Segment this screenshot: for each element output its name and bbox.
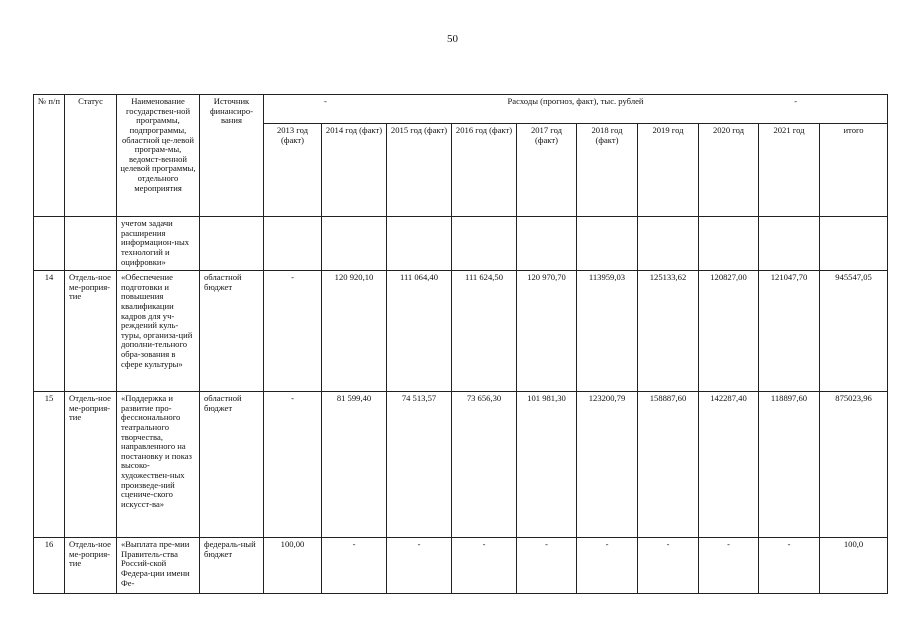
cell-value: 125133,62	[638, 271, 699, 392]
cell-value: 945547,05	[820, 271, 888, 392]
cell-source: областной бюджет	[200, 392, 264, 538]
header-dash-left: -	[324, 96, 327, 106]
cell-value	[577, 217, 638, 271]
header-expenses	[264, 95, 888, 124]
cell-value: -	[387, 538, 452, 594]
header-no: № п/п	[34, 95, 65, 217]
cell-value: 111 064,40	[387, 271, 452, 392]
year-header: 2020 год	[699, 124, 759, 217]
cell-status	[65, 217, 117, 271]
cell-value: -	[699, 538, 759, 594]
cell-value: -	[264, 271, 322, 392]
cell-name: «Обеспечение подготовки и повышения квалификации кадров для уч-реждений куль-туры, организа-ций дополни-тельного обра-зования в сфере культуры»	[117, 271, 200, 392]
cell-status: Отдель-ное ме-роприя-тие	[65, 392, 117, 538]
cell-value	[264, 217, 322, 271]
cell-value: 121047,70	[759, 271, 820, 392]
cell-value: -	[264, 392, 322, 538]
table-row	[34, 392, 888, 538]
cell-value: -	[577, 538, 638, 594]
cell-source: областной бюджет	[200, 271, 264, 392]
cell-value: -	[517, 538, 577, 594]
year-header: итого	[820, 124, 888, 217]
cell-value: 113959,03	[577, 271, 638, 392]
cell-value: 100,00	[264, 538, 322, 594]
cell-value: -	[452, 538, 517, 594]
cell-status: Отдель-ное ме-роприя-тие	[65, 538, 117, 594]
cell-source	[200, 217, 264, 271]
header-name: Наименование государствен-ной программы, подпрограммы, областной це-левой програм-мы, ведомст-венной целевой программы, отдельного мероприятия	[117, 95, 200, 217]
cell-value: 120827,00	[699, 271, 759, 392]
year-header: 2021 год	[759, 124, 820, 217]
cell-value: 120 920,10	[322, 271, 387, 392]
header-row	[34, 95, 888, 124]
header-status: Статус	[65, 95, 117, 217]
cell-value: 123200,79	[577, 392, 638, 538]
cell-value: 100,0	[820, 538, 888, 594]
cell-name: «Поддержка и развитие про-фессионального театрального творчества, направленного на постановку и показ высоко-художествен-ных произведе-ний сцениче-ского искусст-ва»	[117, 392, 200, 538]
cell-value: 142287,40	[699, 392, 759, 538]
header-expenses-title: Расходы (прогноз, факт), тыс. рублей	[507, 96, 644, 106]
cell-value	[322, 217, 387, 271]
year-header: 2017 год (факт)	[517, 124, 577, 217]
header-dash-right: -	[794, 96, 798, 106]
page-number: 50	[447, 33, 458, 45]
expenses-table	[33, 94, 888, 594]
table-row	[34, 538, 888, 594]
cell-value: 73 656,30	[452, 392, 517, 538]
cell-value: -	[322, 538, 387, 594]
cell-value: 120 970,70	[517, 271, 577, 392]
cell-value: 111 624,50	[452, 271, 517, 392]
year-header: 2015 год (факт)	[387, 124, 452, 217]
cell-status: Отдель-ное ме-роприя-тие	[65, 271, 117, 392]
cell-value	[452, 217, 517, 271]
cell-value: 158887,60	[638, 392, 699, 538]
cell-value	[699, 217, 759, 271]
cell-value: -	[759, 538, 820, 594]
cell-value	[517, 217, 577, 271]
table-row	[34, 271, 888, 392]
year-header: 2013 год (факт)	[264, 124, 322, 217]
year-header: 2014 год (факт)	[322, 124, 387, 217]
cell-value: -	[638, 538, 699, 594]
cell-no: 14	[34, 271, 65, 392]
cell-no: 16	[34, 538, 65, 594]
cell-no: 15	[34, 392, 65, 538]
cell-value: 81 599,40	[322, 392, 387, 538]
cell-no	[34, 217, 65, 271]
cell-value: 118897,60	[759, 392, 820, 538]
cell-name: учетом задачи расширения информацион-ных технологий и оцифровки»	[117, 217, 200, 271]
cell-source: федераль-ный бюджет	[200, 538, 264, 594]
cell-value	[638, 217, 699, 271]
cell-name: «Выплата пре-мии Правитель-ства Россий-ской Федера-ции имени Фе-	[117, 538, 200, 594]
cell-value: 74 513,57	[387, 392, 452, 538]
year-header: 2019 год	[638, 124, 699, 217]
cell-value: 875023,96	[820, 392, 888, 538]
cell-value	[820, 217, 888, 271]
header-source: Источник финансиро-вания	[200, 95, 264, 217]
cell-value	[759, 217, 820, 271]
table-row	[34, 217, 888, 271]
cell-value: 101 981,30	[517, 392, 577, 538]
year-header: 2016 год (факт)	[452, 124, 517, 217]
year-header: 2018 год (факт)	[577, 124, 638, 217]
cell-value	[387, 217, 452, 271]
